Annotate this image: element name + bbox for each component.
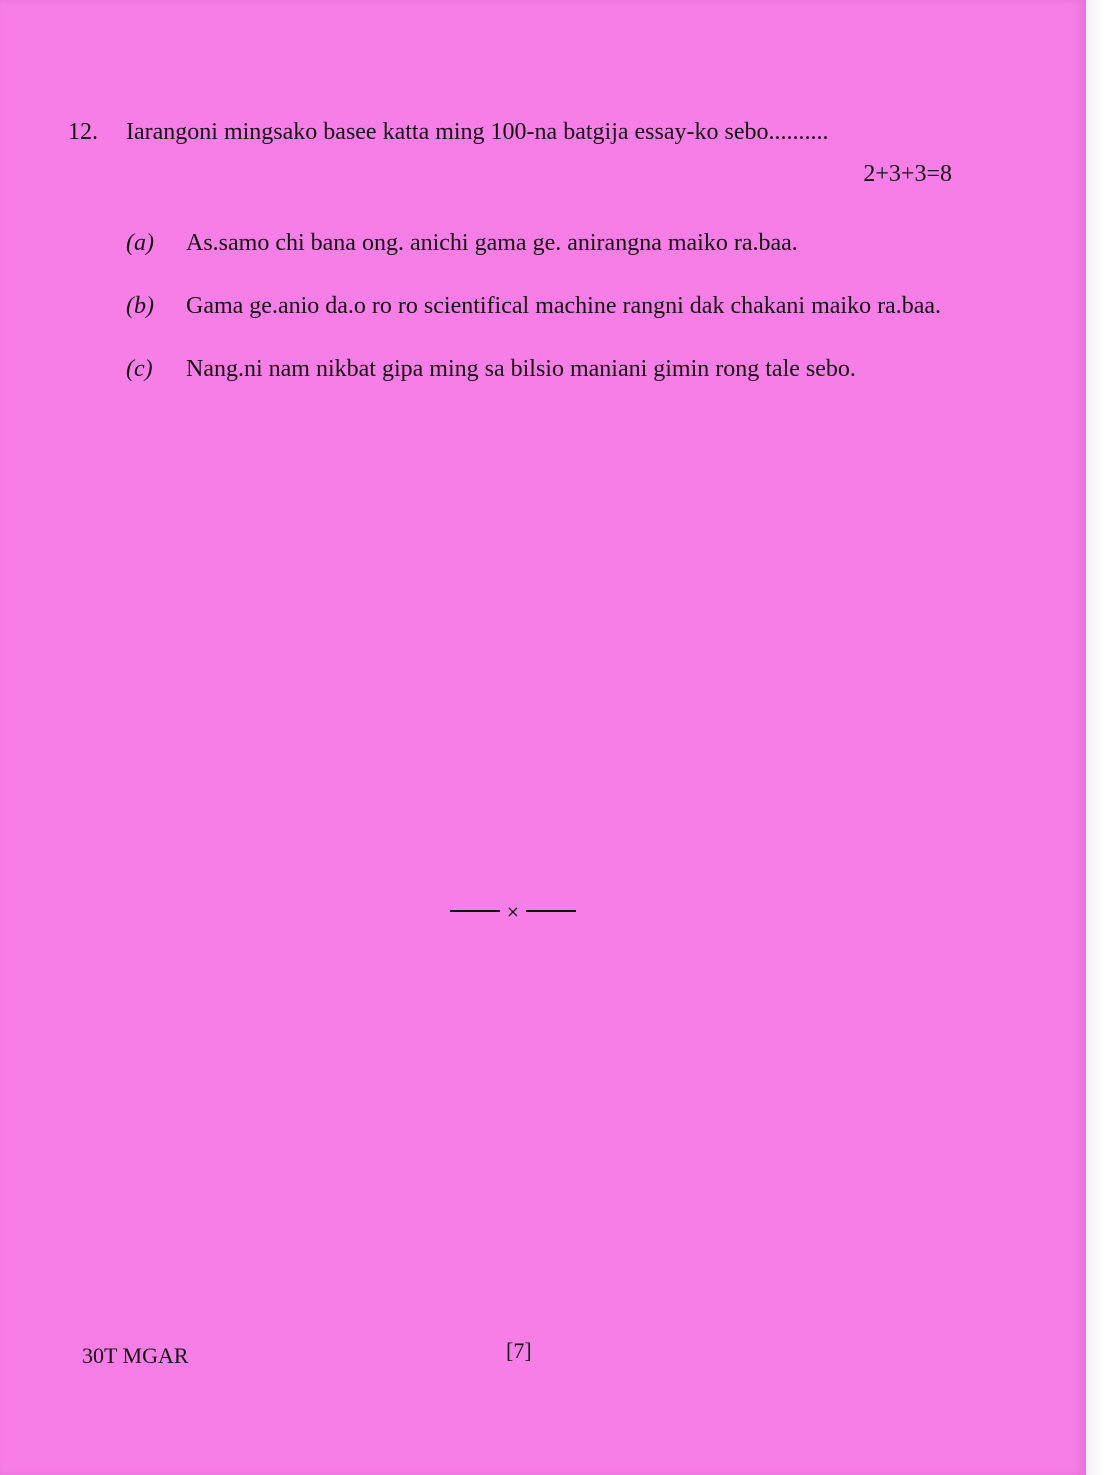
subquestion-text: As.samo chi bana ong. anichi gama ge. anirangna maiko ra.baa. xyxy=(186,230,798,256)
subquestion-c xyxy=(126,348,952,391)
paper-code: 30T MGAR xyxy=(82,1343,189,1368)
subquestion-text: Nang.ni nam nikbat gipa ming sa bilsio maniani gimin rong tale sebo. xyxy=(186,356,856,382)
cross-icon: × xyxy=(506,901,520,921)
subquestion-a xyxy=(126,222,952,265)
end-rule-right xyxy=(526,910,576,912)
question-header xyxy=(68,116,952,148)
question-block xyxy=(68,116,952,190)
subquestion-label: (c) xyxy=(126,356,153,382)
page-number: [7] xyxy=(506,1338,532,1363)
subquestion-label: (a) xyxy=(126,230,154,256)
end-rule-left xyxy=(450,910,500,912)
subquestion-b xyxy=(126,285,952,328)
end-of-paper-mark xyxy=(446,898,580,924)
subquestion-text: Gama ge.anio da.o ro ro scientifical machine rangni dak chakani maiko ra.baa. xyxy=(186,293,942,319)
scan-margin xyxy=(1086,0,1104,1475)
question-number: 12. xyxy=(68,119,98,145)
subquestion-label: (b) xyxy=(126,293,154,319)
subquestion-list xyxy=(126,222,952,411)
question-marks: 2+3+3=8 xyxy=(863,161,952,187)
question-text: Iarangoni mingsako basee katta ming 100-na batgija essay-ko sebo.......... xyxy=(126,119,829,145)
